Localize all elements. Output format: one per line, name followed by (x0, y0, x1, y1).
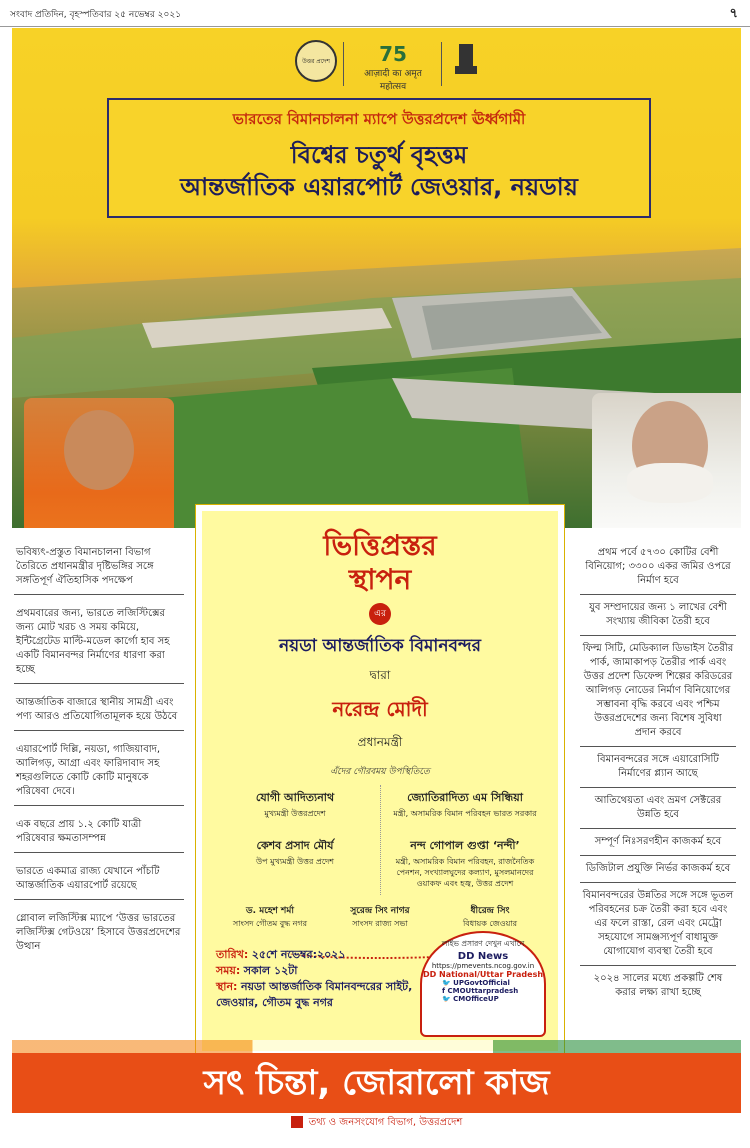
title-line1: ভিত্তিপ্রস্তর (323, 529, 437, 562)
event-details (216, 947, 416, 1011)
date-label: তারিখ: (216, 948, 249, 961)
social-handle[interactable] (422, 979, 544, 987)
headline-box (107, 98, 651, 218)
dignitary-role: উপ মুখ্যমন্ত্রী উত্তর প্রদেশ (255, 857, 335, 866)
divider (380, 785, 382, 895)
list-item: আতিথেয়তা এবং ভ্রমণ সেক্টরের উন্নতি হবে (580, 788, 736, 829)
up-emblem-icon (295, 40, 337, 82)
tricolor-strip (12, 1040, 741, 1053)
dignitary-name: ধীরেন্দ্র সিং (470, 906, 510, 916)
er-badge: এর (369, 603, 391, 625)
azadi-text: आज़ादी का अमृत महोत्सव (364, 69, 422, 92)
right-feature-list (580, 540, 736, 1006)
dignitary-name: নন্দ গোপাল গুপ্তা ‘নন্দী’ (410, 839, 520, 852)
department-logo-icon (291, 1116, 303, 1128)
page-number: ৭ (729, 6, 738, 21)
handle-text: CMOfficeUP (453, 995, 499, 1003)
ashoka-emblem-icon (447, 40, 485, 84)
pm-role: প্রধানমন্ত্রী (357, 735, 403, 749)
twitter-icon: 🐦 (442, 979, 454, 987)
dignitary-name: সুরেন্দ্র সিং নাগর (350, 906, 410, 916)
narendra-modi-photo (592, 393, 741, 528)
face (64, 410, 134, 490)
event-time: সকাল ১২টা (243, 964, 298, 977)
headline-line1: বিশ্বের চতুর্থ বৃহত্তম (290, 141, 468, 169)
social-handle[interactable] (422, 987, 544, 995)
dignitary (385, 837, 545, 889)
dignitary-role: মন্ত্রী, অসামরিক বিমান পরিবহন, রাজনৈতিক পেনশন, সংখ্যালঘুদের কল্যাণ, মুসলমানদের ওয়াকফ এবং হজ্ব, উত্তর প্রদেশ (395, 857, 535, 888)
beard (627, 463, 713, 503)
list-item: প্রথমবারের জন্য, ভারতে লজিস্টিক্সের জন্য মোট খরচ ও সময় কমিয়ে, ইন্টিগ্রেটেড মাল্টি-মডেল কার্গো হাব সহ একটি বিমানবন্দর নির্মাণের ধারণা করা হচ্ছে (14, 595, 184, 684)
dignitary-name: যোগী আদিত্যনাথ (255, 791, 335, 804)
list-item: ভবিষ্যৎ-প্রস্তুত বিমানচালনা বিভাগ তৈরিতে প্রধানমন্ত্রীর দৃষ্টিভঙ্গির সঙ্গে সঙ্গতিপূর্ণ ঐতিহাসিক পদক্ষেপ (14, 540, 184, 595)
left-feature-list (14, 540, 184, 960)
social-handle[interactable] (422, 995, 544, 1003)
azadi-logo (353, 42, 433, 92)
dignitary-name: কেশব প্রসাদ মৌর্য (256, 839, 334, 852)
dignitary (435, 903, 545, 931)
list-item: ভারতে একমাত্র রাজ্য যেখানে পাঁচটি আন্তর্জাতিক এয়ারপোর্ট রয়েছে (14, 853, 184, 900)
paper-date: সংবাদ প্রতিদিন, বৃহস্পতিবার ২৫ নভেম্বর ২০২১ (10, 10, 182, 20)
dignitary (325, 903, 435, 931)
list-item: ডিজিটাল প্রযুক্তি নির্ভর কাজকর্ম হবে (580, 856, 736, 883)
list-item: গ্লোবাল লজিস্টিক্স ম্যাপে ‘উত্তর ভারতের লজিস্টিক্স গেটওয়ে’ হিসাবে উত্তরপ্রদেশের উত্থান (16, 913, 181, 952)
up-emblem-text: উত্তর প্রদেশ (302, 58, 330, 65)
list-item: বিমানবন্দরের উন্নতির সঙ্গে সঙ্গে ভূতল পরিবহনের চক্র তৈরী করা হবে এবং এর ফলে রাস্তা, রেল এবং মেট্রো সহযোগে সামঞ্জস্যপূর্ণ বাধামুক্ত যোগাযোগ ব্যবস্থা তৈরী হবে (580, 883, 736, 966)
headline-line2: আন্তর্জাতিক এয়ারপোর্ট জেওয়ার, নয়ডায় (180, 173, 578, 201)
place-label: স্থান: (216, 980, 238, 993)
twitter-icon: 🐦 (442, 995, 454, 1003)
logo-strip (295, 38, 485, 98)
airport-name: নয়ডা আন্তর্জাতিক বিমানবন্দর (279, 636, 481, 656)
invitation-card (196, 505, 564, 1057)
dignitary (215, 903, 325, 931)
headline-subtitle: ভারতের বিমানচালনা ম্যাপে উত্তরপ্রদেশ ঊর্ধ্বগামী (232, 110, 526, 128)
by-label: দ্বারা (369, 668, 391, 682)
pm-name: নরেন্দ্র মোদী (332, 697, 428, 721)
dignitary (385, 789, 545, 819)
list-item: ফিল্ম সিটি, মেডিক্যাল ডিভাইস তৈরীর পার্ক, জামাকাপড় তৈরীর পার্ক এবং উত্তর প্রদেশ ডিফেন্স শিল্পের করিডরের আলিগড় নোডের নির্মাণ বিনিয়োগের সম্ভাবনা বৃদ্ধি করবে এবং পশ্চিম উত্তরপ্রদেশের জন্য বিশেষ সুবিধা প্রদান করবে (580, 636, 736, 747)
list-item: প্রথম পর্বে ৫৭৩০ কোটির বেশী বিনিয়োগ; ৩৩০০ একর জমির ওপরে নির্মাণ হবে (580, 540, 736, 595)
event-place: নয়ডা আন্তর্জাতিক বিমানবন্দরের সাইট, জেওয়ার, গৌতম বুদ্ধ নগর (216, 980, 413, 1009)
live-broadcast-box (420, 931, 546, 1037)
list-item: সম্পূর্ণ নিঃসরণহীন কাজকর্ম হবে (580, 829, 736, 856)
footer (12, 1113, 741, 1133)
foundation-title (202, 529, 558, 597)
presence-label: এঁদের গৌরবময় উপস্থিতিতে (330, 767, 430, 777)
slogan-banner: সৎ চিন্তা, জোরালো কাজ (12, 1053, 741, 1113)
list-item: ২০২৪ সালের মধ্যে প্রকল্পটি শেষ করার লক্ষ্য রাখা হচ্ছে (593, 973, 723, 998)
handle-text: UPGovtOfficial (453, 979, 510, 987)
live-heading: লাইভ প্রসারণ দেখুন এখানে (441, 939, 525, 948)
dignitary-role: সাংসদ রাজ্য সভা (352, 919, 408, 928)
facebook-icon: f (442, 987, 448, 995)
dignitary-name: ড. মহেশ শর্মা (246, 906, 294, 916)
india-emblem-icon (447, 40, 485, 78)
list-item: বিমানবন্দরের সঙ্গে এয়ারোসিটি নির্মাণের প্ল্যান আছে (580, 747, 736, 788)
handle-text: CMOUttarpradesh (447, 987, 519, 995)
footer-text: তথ্য ও জনসংযোগ বিভাগ, উত্তরপ্রদেশ (308, 1117, 463, 1128)
newspaper-header (0, 0, 750, 27)
dignitaries-grid (215, 785, 545, 955)
list-item: এয়ারপোর্ট দিল্লি, নয়ডা, গাজিয়াবাদ, আলিগড়, আগ্রা এবং ফারিদাবাদ সহ শহরগুলিতে কোটি কোটি মানুষকে পরিষেবা দেবে। (14, 731, 184, 806)
yogi-adityanath-photo (24, 398, 174, 528)
list-item: যুব সম্প্রদায়ের জন্য ১ লাখের বেশী সংখ্যায় জীবিকা তৈরী হবে (580, 595, 736, 636)
divider (441, 42, 442, 86)
list-item: এক বছরে প্রায় ১.২ কোটি যাত্রী পরিষেবার ক্ষমতাসম্পন্ন (14, 806, 184, 853)
title-line2: স্থাপন (348, 563, 412, 596)
dd-news: DD News (457, 951, 509, 962)
dd-national: DD National/Uttar Pradesh (422, 970, 544, 979)
live-url[interactable]: https://pmevents.ncog.gov.in (431, 962, 535, 970)
dignitary-role: মন্ত্রী, অসামরিক বিমান পরিবহন ভারত সরকার (393, 809, 537, 818)
dignitary (215, 789, 375, 819)
hero-banner (12, 28, 741, 528)
time-label: সময়: (216, 964, 241, 977)
event-date: ২৫শে নভেম্বর:২০২১ (251, 948, 346, 961)
dignitary-role: বিধায়ক জেওয়ার (462, 919, 518, 928)
azadi-number: 75 (379, 42, 407, 66)
dignitary-name: জ্যোতিরাদিত্য এম সিন্ধিয়া (407, 791, 523, 804)
divider (343, 42, 344, 86)
dignitary-role: মুখ্যমন্ত্রী উত্তরপ্রদেশ (264, 809, 326, 818)
dignitary (215, 837, 375, 867)
list-item: আন্তর্জাতিক বাজারে স্থানীয় সামগ্রী এবং পণ্য আরও প্রতিযোগিতামূলক হয়ে উঠবে (14, 684, 184, 731)
dignitary-role: সাংসদ গৌতম বুদ্ধ নগর (232, 919, 308, 928)
